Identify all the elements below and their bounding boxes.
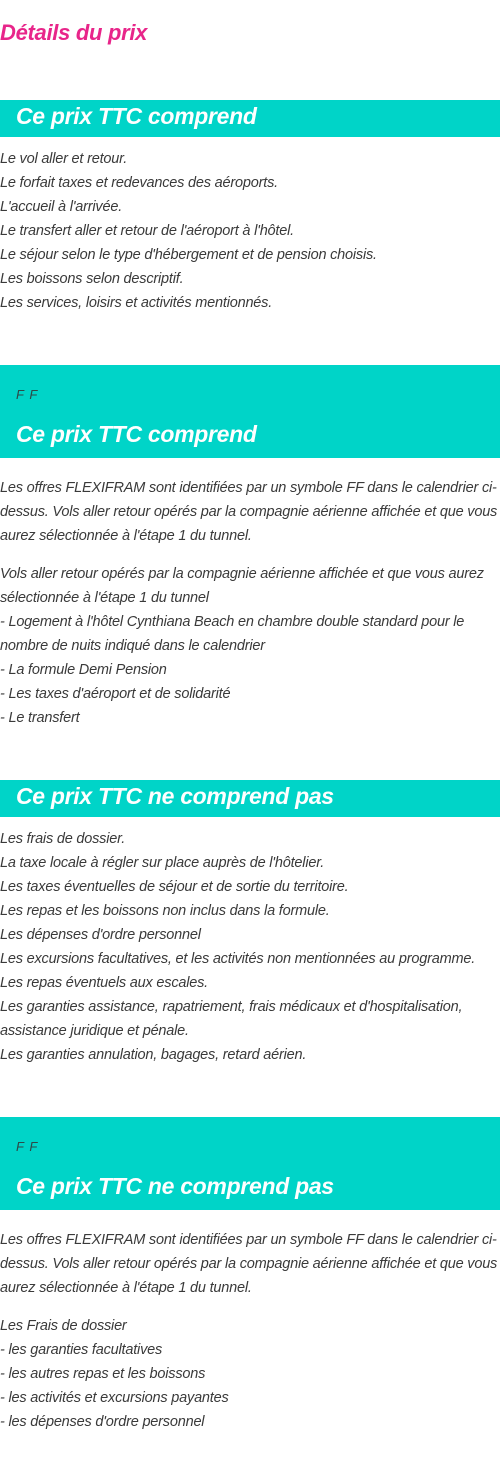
list-item: Les repas et les boissons non inclus dans la formule. <box>0 903 330 919</box>
section-heading: Ce prix TTC comprend <box>16 421 257 447</box>
text-line: dessus. Vols aller retour opérés par la compagnie aérienne affichée et que vous <box>0 1256 498 1272</box>
list-item: Les excursions facultatives, et les activités non mentionnées au programme. <box>0 951 476 967</box>
text-line: Les Frais de dossier <box>0 1318 127 1334</box>
list-item: Le forfait taxes et redevances des aéroports. <box>0 175 278 191</box>
section-flexifram-includes-header <box>0 365 500 458</box>
text-line: Les offres FLEXIFRAM sont identifiées par un symbole FF dans le calendrier ci- <box>0 1232 497 1248</box>
section-flexifram-excludes-header <box>0 1117 500 1210</box>
text-line: aurez sélectionnée à l'étape 1 du tunnel. <box>0 1280 252 1296</box>
text-line: - les activités et excursions payantes <box>0 1390 229 1406</box>
text-line: - Le transfert <box>0 710 80 726</box>
section-excludes-header <box>0 780 500 817</box>
text-line: - les autres repas et les boissons <box>0 1366 206 1382</box>
list-item: Les garanties annulation, bagages, retard aérien. <box>0 1047 307 1063</box>
list-item: Les dépenses d'ordre personnel <box>0 927 201 943</box>
list-item: Le vol aller et retour. <box>0 151 128 167</box>
list-item: Les boissons selon descriptif. <box>0 271 184 287</box>
text-line: - les garanties facultatives <box>0 1342 163 1358</box>
flexifram-intro <box>0 476 500 548</box>
text-line: - Les taxes d'aéroport et de solidarité <box>0 686 231 702</box>
text-line: - La formule Demi Pension <box>0 662 167 678</box>
list-item: Le séjour selon le type d'hébergement et de pension choisis. <box>0 247 377 263</box>
includes-list <box>0 147 500 315</box>
list-item: Les services, loisirs et activités mentionnés. <box>0 295 273 311</box>
list-item: assistance juridique et pénale. <box>0 1023 189 1039</box>
ff-badge: F F <box>16 1139 39 1154</box>
text-line: - les dépenses d'ordre personnel <box>0 1414 205 1430</box>
excludes-list <box>0 827 500 1067</box>
section-heading: Ce prix TTC ne comprend pas <box>16 1173 334 1199</box>
text-line: - Logement à l'hôtel Cynthiana Beach en chambre double standard pour le <box>0 614 465 630</box>
text-line: sélectionnée à l'étape 1 du tunnel <box>0 590 209 606</box>
list-item: Le transfert aller et retour de l'aéroport à l'hôtel. <box>0 223 294 239</box>
text-line: aurez sélectionnée à l'étape 1 du tunnel. <box>0 528 252 544</box>
flexifram-excludes-details <box>0 1314 500 1434</box>
list-item: L'accueil à l'arrivée. <box>0 199 123 215</box>
list-item: Les taxes éventuelles de séjour et de sortie du territoire. <box>0 879 349 895</box>
list-item: Les repas éventuels aux escales. <box>0 975 209 991</box>
text-line: Vols aller retour opérés par la compagnie aérienne affichée et que vous aurez <box>0 566 484 582</box>
text-line: nombre de nuits indiqué dans le calendrier <box>0 638 265 654</box>
section-heading: Ce prix TTC comprend <box>16 103 257 129</box>
list-item: Les frais de dossier. <box>0 831 126 847</box>
flexifram-includes-details <box>0 562 500 730</box>
section-heading: Ce prix TTC ne comprend pas <box>16 783 334 809</box>
list-item: Les garanties assistance, rapatriement, frais médicaux et d'hospitalisation, <box>0 999 463 1015</box>
flexifram-intro <box>0 1228 500 1300</box>
page-title: Détails du prix <box>0 20 148 45</box>
section-includes-header <box>0 100 500 137</box>
ff-badge: F F <box>16 387 39 402</box>
list-item: La taxe locale à régler sur place auprès de l'hôtelier. <box>0 855 325 871</box>
text-line: Les offres FLEXIFRAM sont identifiées par un symbole FF dans le calendrier ci- <box>0 480 497 496</box>
text-line: dessus. Vols aller retour opérés par la compagnie aérienne affichée et que vous <box>0 504 498 520</box>
